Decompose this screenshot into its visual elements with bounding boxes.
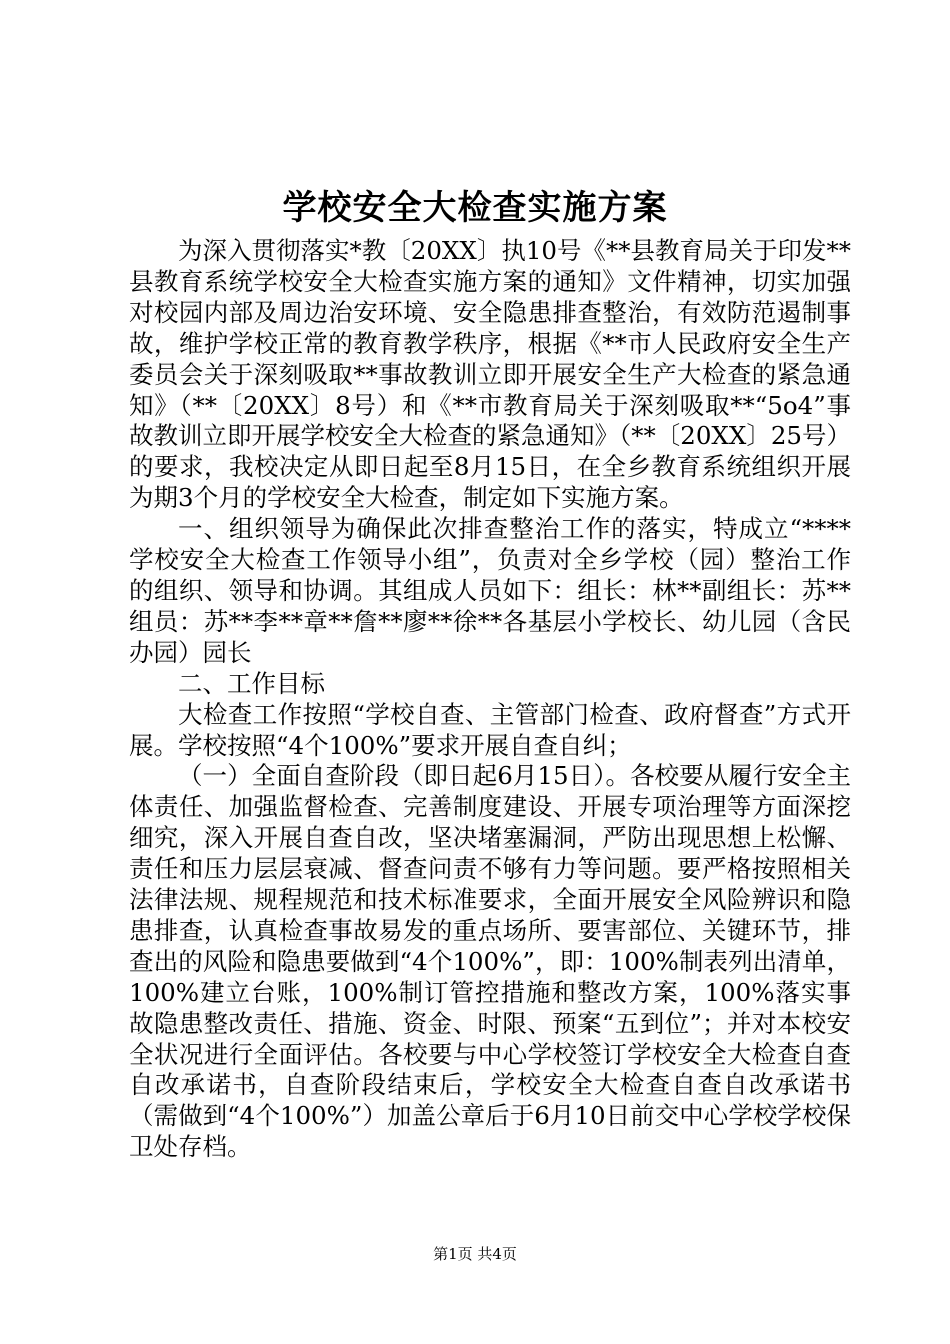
intro-paragraph: 为深入贯彻落实*教〔20XX〕执10号《**县教育局关于印发**县教育系统学校安全大检查实施方案的通知》文件精神，切实加强对校园内部及周边治安环境、安全隐患排查整治，有效防范遏制事故，维护学校正常的教育教学秩序，根据《**市人民政府安全生产委员会关于深刻吸取**事故教训立即开展安全生产大检查的紧急通知》（**〔20XX〕8号）和《**市教育局关于深刻吸取**“5o4”事故教训立即开展学校安全大检查的紧急通知》（**〔20XX〕25号）的要求，我校决定从即日起至8月15日，在全乡教育系统组织开展为期3个月的学校安全大检查，制定如下实施方案。: [129, 236, 851, 513]
section-organization-paragraph: 一、组织领导为确保此次排查整治工作的落实，特成立“****学校安全大检查工作领导小组”，负责对全乡学校（园）整治工作的组织、领导和协调。其组成人员如下：组长：林**副组长：苏**组员：苏**李**章**詹**廖**徐**各基层小学校长、幼儿园（含民办园）园长: [129, 514, 851, 667]
document-body: [129, 236, 851, 1163]
goals-paragraph: 大检查工作按照“学校自查、主管部门检查、政府督查”方式开展。学校按照“4个100%”要求开展自查自纠；: [129, 699, 851, 760]
section-heading-goals: 二、工作目标: [178, 668, 325, 698]
page-number-footer: 第1页 共4页: [433, 1245, 517, 1263]
self-check-stage-paragraph: （一）全面自查阶段（即日起6月15日）。各校要从履行安全主体责任、加强监督检查、完善制度建设、开展专项治理等方面深挖细究，深入开展自查自改，坚决堵塞漏洞，严防出现思想上松懈、责任和压力层层衰减、督查问责不够有力等问题。要严格按照相关法律法规、规程规范和技术标准要求，全面开展安全风险辨识和隐患排查，认真检查事故易发的重点场所、要害部位、关键环节，排查出的风险和隐患要做到“4个100%”，即：100%制表列出清单，100%建立台账，100%制订管控措施和整改方案，100%落实事故隐患整改责任、措施、资金、时限、预案“五到位”；并对本校安全状况进行全面评估。各校要与中心学校签订学校安全大检查自查自改承诺书，自查阶段结束后，学校安全大检查自查自改承诺书（需做到“4个100%”）加盖公章后于6月10日前交中心学校学校保卫处存档。: [129, 761, 851, 1162]
document-title: 学校安全大检查实施方案: [282, 188, 668, 228]
